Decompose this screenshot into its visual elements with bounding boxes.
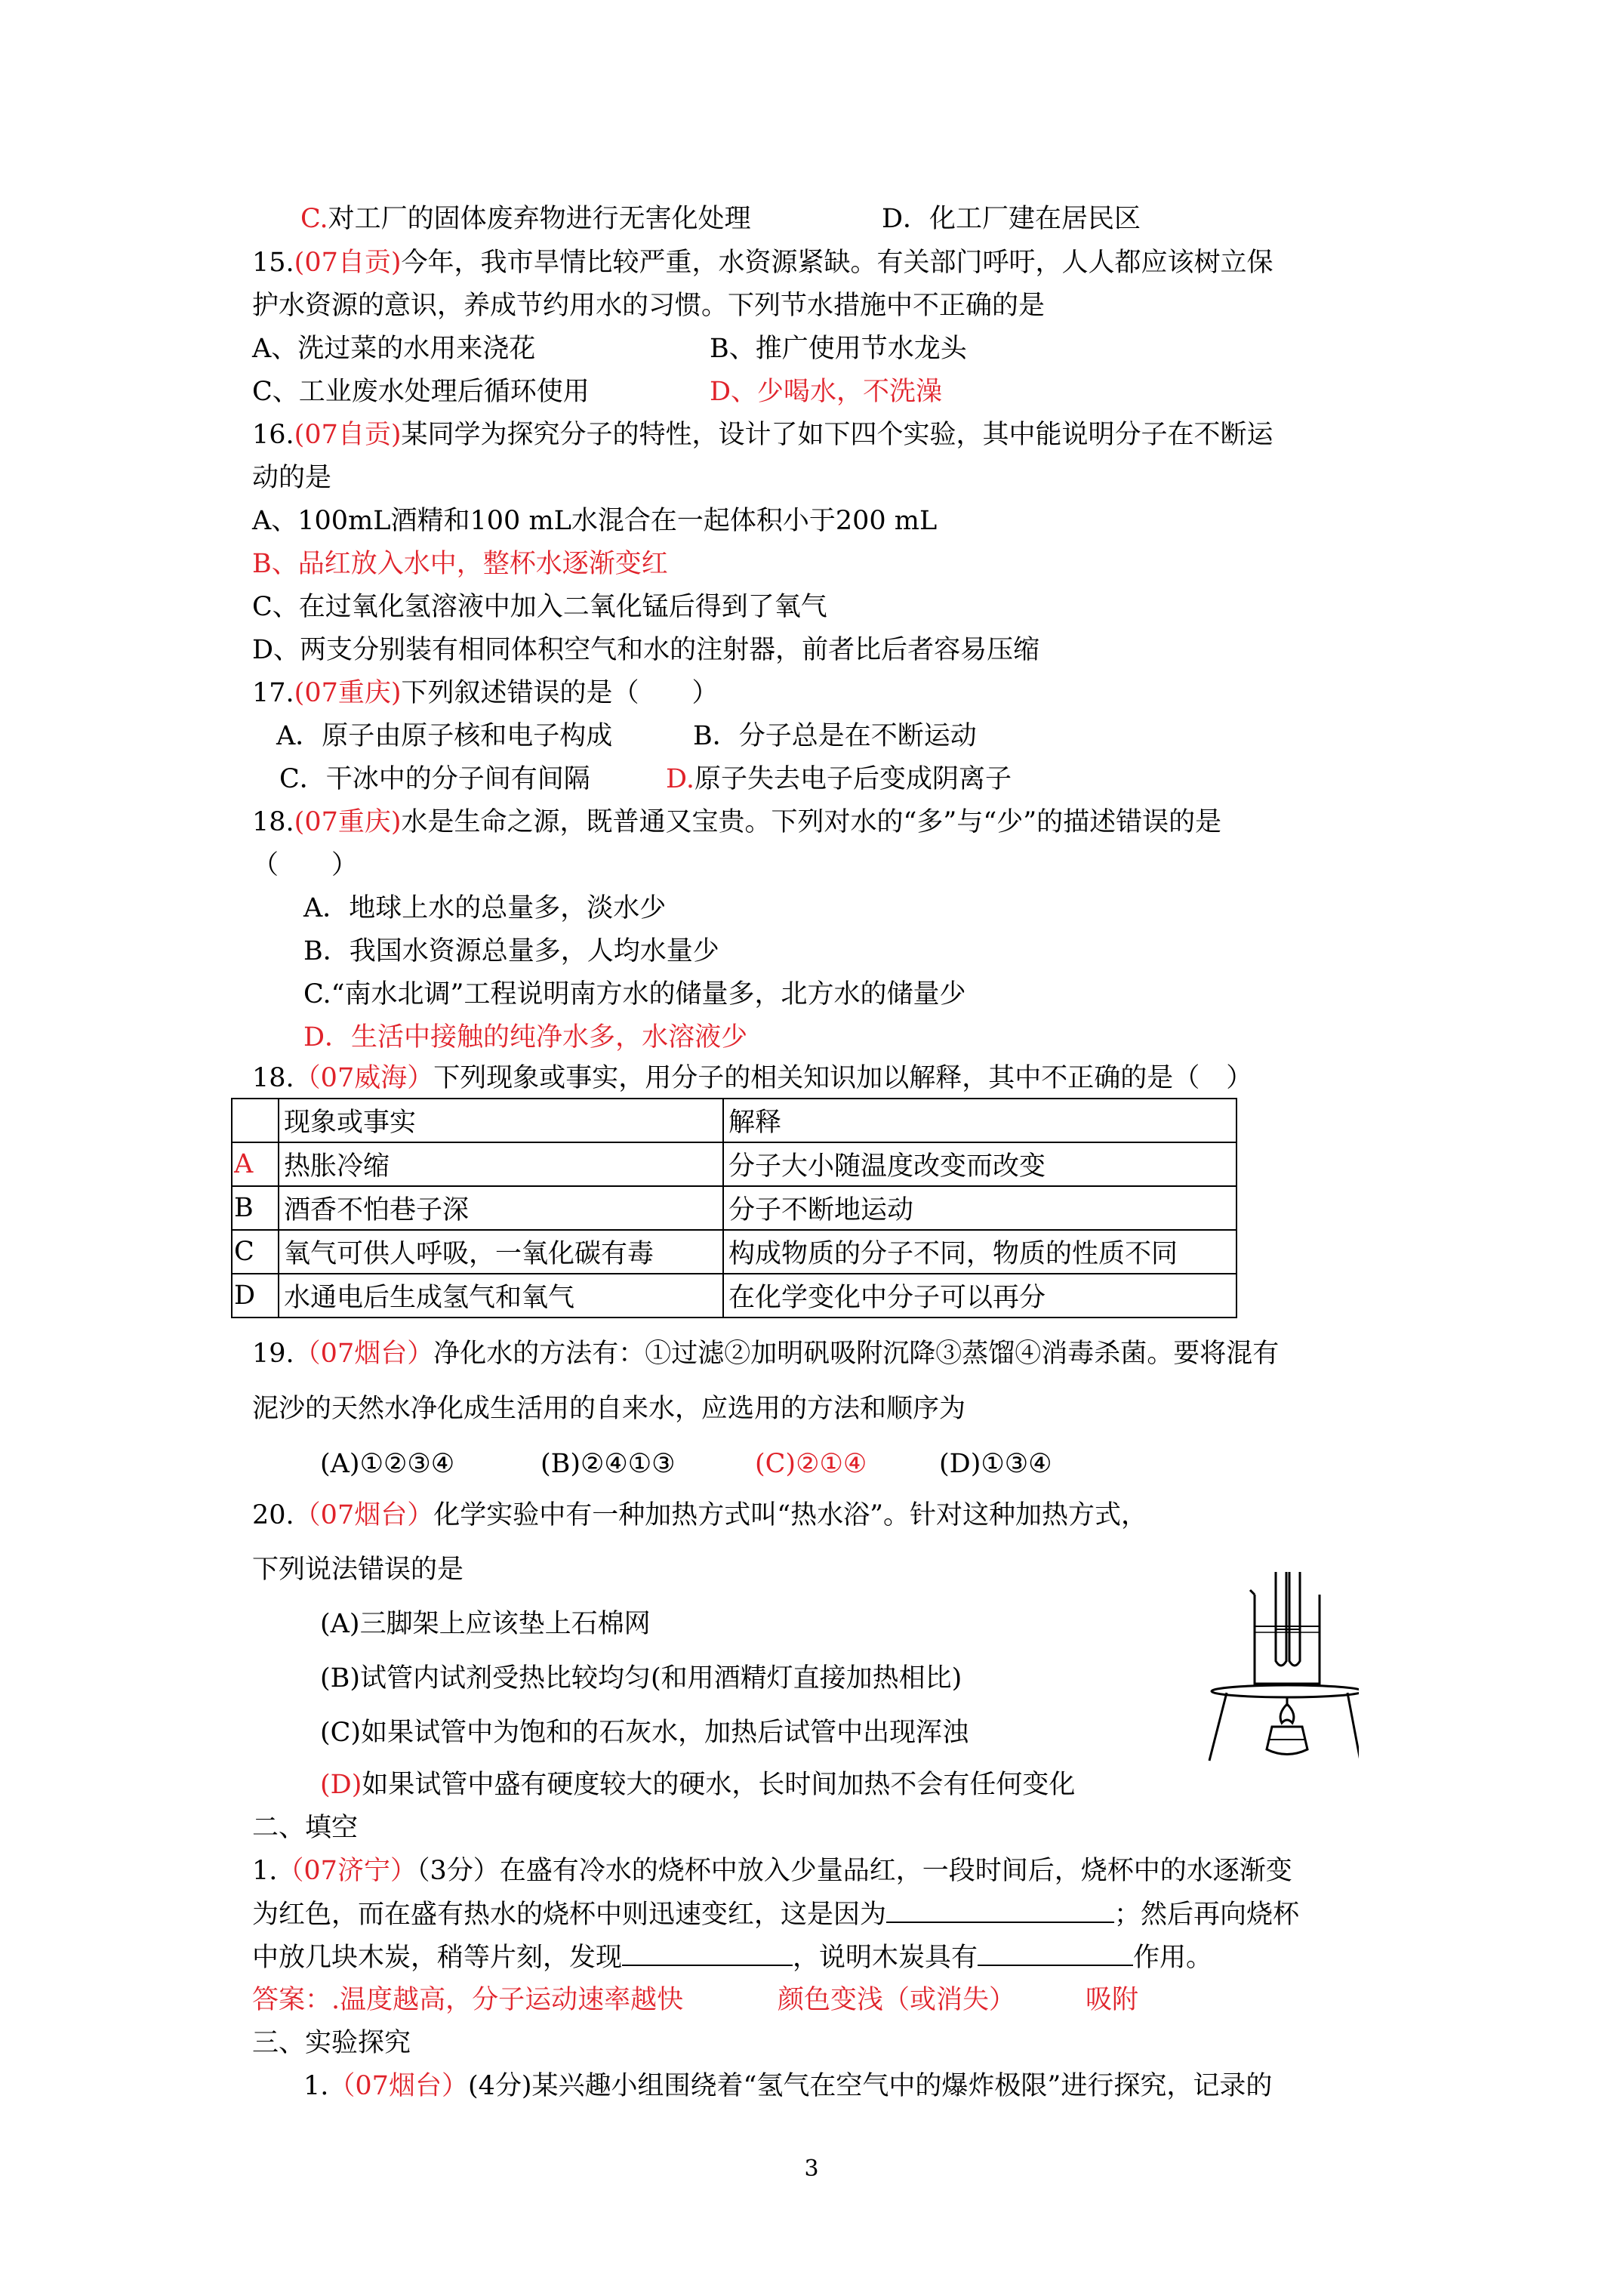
- q18-stem: 18.(07重庆)水是生命之源，既普通又宝贵。下列对水的“多”与“少”的描述错误的是: [252, 807, 1222, 837]
- q18-stem-cont: （ ）: [252, 850, 359, 880]
- table-cell: 在化学变化中分子可以再分: [723, 1274, 1236, 1318]
- source-tag: (07重庆): [294, 678, 402, 708]
- q17-stem: 17.(07重庆)下列叙述错误的是（ ）: [252, 678, 719, 708]
- answer-blank[interactable]: [622, 1942, 793, 1966]
- table-header-row: [232, 1099, 1236, 1142]
- table-row: [232, 1186, 1236, 1230]
- q17-option-c: C．干冰中的分子间有间隔: [279, 764, 590, 794]
- q16-stem-cont: 动的是: [252, 463, 332, 493]
- q15-stem-cont: 护水资源的意识，养成节约用水的习惯。下列节水措施中不正确的是: [252, 291, 1046, 321]
- q15-option-c: C、工业废水处理后循环使用: [252, 377, 590, 407]
- q15-option-b: B、推广使用节水龙头: [710, 334, 967, 364]
- q20-stem: 20.（07烟台）化学实验中有一种加热方式叫“热水浴”。针对这种加热方式，: [252, 1500, 1148, 1530]
- q16-option-d: D、两支分别装有相同体积空气和水的注射器，前者比后者容易压缩: [252, 635, 1040, 665]
- table-cell: 氧气可供人呼吸，一氧化碳有毒: [279, 1230, 723, 1274]
- source-tag: （07济宁）: [277, 1856, 417, 1886]
- fill-q1-answer-3: 吸附: [1086, 1985, 1139, 2015]
- table-cell: 分子大小随温度改变而改变: [723, 1142, 1236, 1186]
- q17-option-b: B．分子总是在不断运动: [693, 721, 977, 751]
- q17-option-a: A．原子由原子核和电子构成: [276, 721, 613, 751]
- fill-q1-line2: 为红色，而在盛有热水的烧杯中则迅速变红，这是因为 ；然后再向烧杯: [252, 1900, 1300, 1930]
- page-number: 3: [804, 2156, 819, 2182]
- q20-stem-cont: 下列说法错误的是: [252, 1555, 464, 1585]
- q15-option-d: D、少喝水，不洗澡: [710, 377, 943, 407]
- table-row: [232, 1230, 1236, 1274]
- table-cell: B: [232, 1186, 279, 1230]
- source-tag: （07威海）: [294, 1063, 434, 1093]
- table-cell: 分子不断地运动: [723, 1186, 1236, 1230]
- q18b-stem: 18.（07威海）下列现象或事实，用分子的相关知识加以解释，其中不正确的是（ ）: [252, 1063, 1253, 1093]
- fill-q1-line3: 中放几块木炭，稍等片刻，发现 ，说明木炭具有 作用。: [252, 1943, 1213, 1973]
- q14-option-c: C.对工厂的固体废弃物进行无害化处理: [300, 204, 751, 234]
- q14-option-d: D．化工厂建在居民区: [882, 204, 1141, 234]
- q19-option-b: (B)②④①③: [540, 1449, 676, 1479]
- table-cell: 热胀冷缩: [279, 1142, 723, 1186]
- answer-label: C.: [300, 204, 328, 234]
- table-row: [232, 1142, 1236, 1186]
- fill-q1-answer: 答案：.温度越高，分子运动速率越快: [252, 1985, 684, 2015]
- answer-label: (D): [320, 1770, 362, 1800]
- q16-stem: 16.(07自贡)某同学为探究分子的特性，设计了如下四个实验，其中能说明分子在不断运: [252, 420, 1273, 450]
- source-tag: （07烟台）: [328, 2071, 468, 2101]
- fill-q1-answer-2: 颜色变浅（或消失）: [778, 1985, 1016, 2015]
- answer-blank[interactable]: [978, 1942, 1133, 1966]
- water-bath-apparatus-figure: [1208, 1572, 1359, 1768]
- q17-option-d: D.原子失去电子后变成阴离子: [666, 764, 1012, 794]
- section-title-fill-blank: 二、填空: [252, 1813, 359, 1843]
- q19-option-d: (D)①③④: [939, 1449, 1052, 1479]
- q19-option-a: (A)①②③④: [320, 1449, 455, 1479]
- table-cell: 酒香不怕巷子深: [279, 1186, 723, 1230]
- q18-option-a: A．地球上水的总量多，淡水少: [303, 893, 667, 923]
- table-row: [232, 1274, 1236, 1318]
- q19-option-c: (C)②①④: [755, 1449, 867, 1479]
- q16-option-c: C、在过氧化氢溶液中加入二氧化锰后得到了氧气: [252, 592, 827, 622]
- table-cell: 解释: [723, 1099, 1236, 1142]
- table-cell: A: [232, 1142, 279, 1186]
- q19-stem-cont: 泥沙的天然水净化成生活用的自来水，应选用的方法和顺序为: [252, 1394, 966, 1424]
- answer-blank[interactable]: [886, 1899, 1114, 1923]
- answer-label: D.: [666, 764, 694, 794]
- experiment-q1: 1.（07烟台）(4分)某兴趣小组围绕着“氢气在空气中的爆炸极限”进行探究，记录的: [303, 2071, 1273, 2101]
- q15-stem: 15.(07自贡)今年，我市旱情比较严重，水资源紧缺。有关部门呼吁，人人都应该树立保: [252, 248, 1273, 278]
- section-title-experiment: 三、实验探究: [252, 2028, 411, 2058]
- q18-option-c: C.“南水北调”工程说明南方水的储量多，北方水的储量少: [303, 979, 966, 1009]
- explanation-table: [231, 1098, 1237, 1318]
- q20-option-b: (B)试管内试剂受热比较均匀(和用酒精灯直接加热相比): [320, 1663, 962, 1693]
- fill-q1-line1: 1.（07济宁）（3分）在盛有冷水的烧杯中放入少量品红，一段时间后，烧杯中的水逐渐变: [252, 1856, 1292, 1886]
- source-tag: (07自贡): [294, 420, 402, 450]
- table-cell: [232, 1099, 279, 1142]
- q20-option-d: (D)如果试管中盛有硬度较大的硬水，长时间加热不会有任何变化: [320, 1770, 1076, 1800]
- q16-option-b: B、品红放入水中，整杯水逐渐变红: [252, 549, 668, 579]
- q20-option-a: (A)三脚架上应该垫上石棉网: [320, 1609, 651, 1639]
- q20-option-c: (C)如果试管中为饱和的石灰水，加热后试管中出现浑浊: [320, 1718, 969, 1748]
- table-cell: C: [232, 1230, 279, 1274]
- table-cell: 构成物质的分子不同，物质的性质不同: [723, 1230, 1236, 1274]
- q15-option-a: A、洗过菜的水用来浇花: [252, 334, 536, 364]
- table-cell: 水通电后生成氢气和氧气: [279, 1274, 723, 1318]
- table-cell: D: [232, 1274, 279, 1318]
- q18-option-d: D．生活中接触的纯净水多，水溶液少: [303, 1022, 748, 1052]
- source-tag: （07烟台）: [294, 1500, 434, 1530]
- q18-option-b: B．我国水资源总量多，人均水量少: [303, 936, 719, 966]
- table-cell: 现象或事实: [279, 1099, 723, 1142]
- source-tag: (07重庆): [294, 807, 402, 837]
- source-tag: （07烟台）: [294, 1339, 434, 1369]
- source-tag: (07自贡): [294, 248, 402, 278]
- q16-option-a: A、100mL酒精和100 mL水混合在一起体积小于200 mL: [252, 506, 938, 536]
- q19-stem: 19.（07烟台）净化水的方法有：①过滤②加明矾吸附沉降③蒸馏④消毒杀菌。要将混有: [252, 1339, 1280, 1369]
